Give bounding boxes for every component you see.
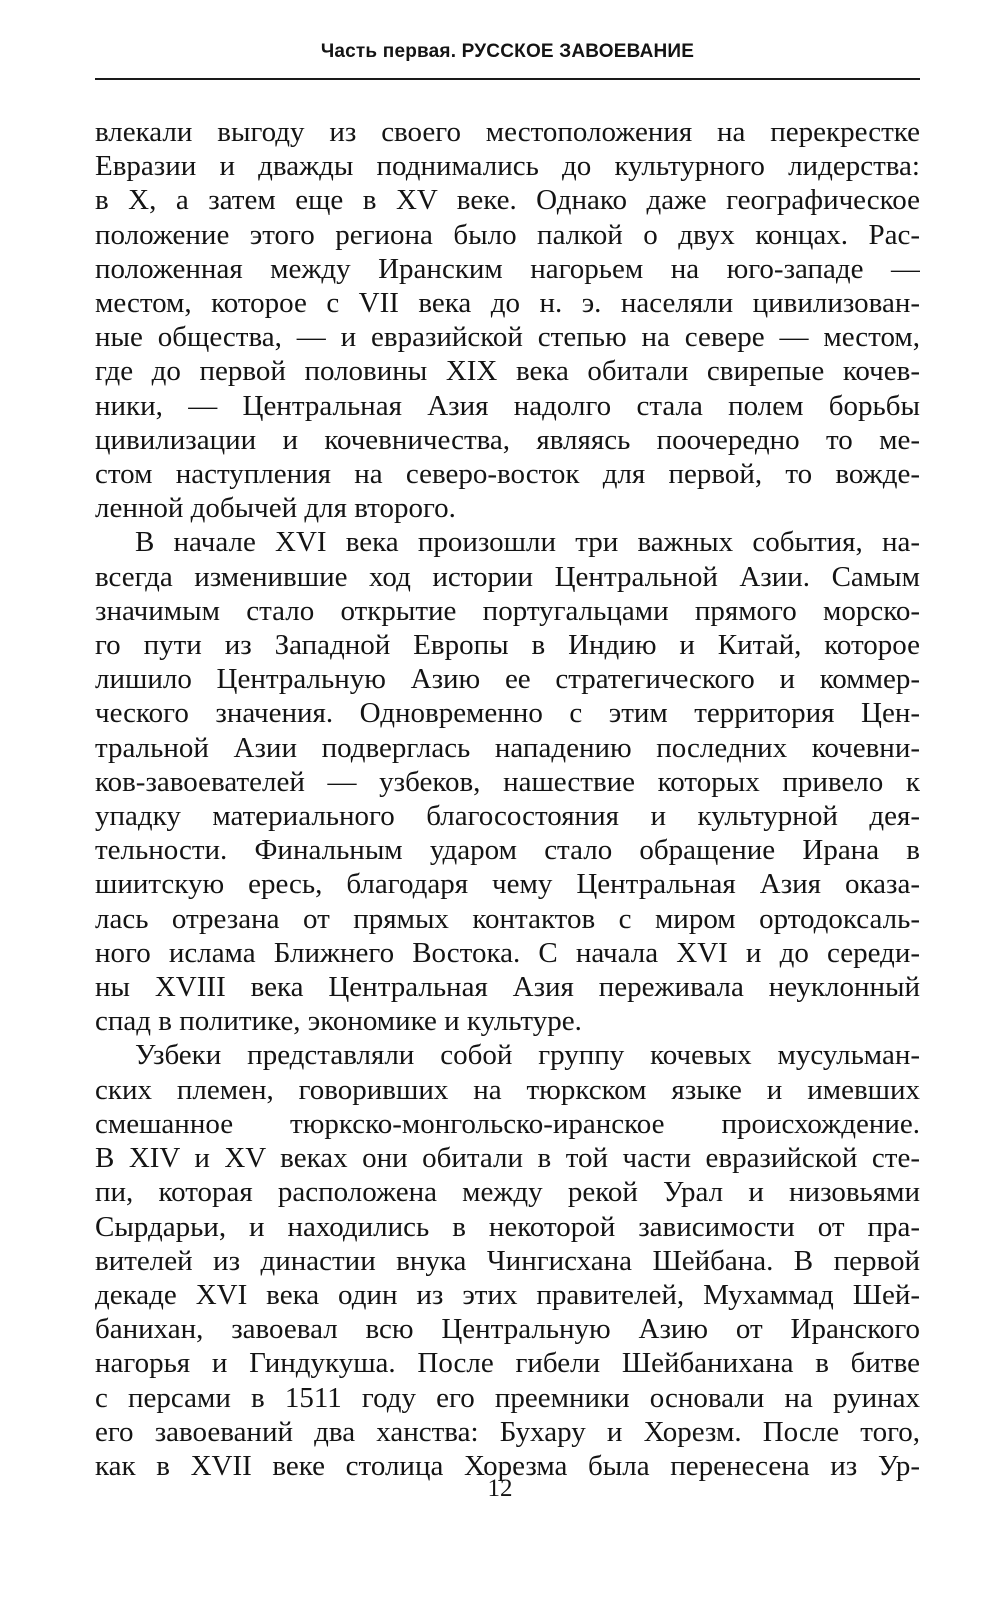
text-line: всегда изменившие ход истории Центральной Азии. Самым bbox=[95, 560, 920, 593]
running-head: Часть первая. РУССКОЕ ЗАВОЕВАНИЕ bbox=[320, 41, 695, 62]
text-line: лишило Центральную Азию ее стратегического и коммер- bbox=[95, 663, 920, 696]
text-line: банихан, завоевал всю Центральную Азию от Иранского bbox=[95, 1313, 920, 1346]
text-line: тральной Азии подверглась нападению последних кочевни- bbox=[95, 731, 920, 764]
text-line: лась отрезана от прямых контактов с миром ортодоксаль- bbox=[95, 902, 920, 935]
text-line: где до первой половины XIX века обитали свирепые кочев- bbox=[95, 355, 920, 388]
text-line: местом, которое с VII века до н. э. населяли цивилизован- bbox=[95, 287, 920, 320]
text-line: ских племен, говоривших на тюркском языке и имевших bbox=[95, 1073, 920, 1106]
text-line: В XIV и XV веках они обитали в той части евразийской сте- bbox=[95, 1142, 920, 1175]
text-line: В начале XVI века произошли три важных события, на- bbox=[135, 526, 920, 559]
text-line: ленной добычей для второго. bbox=[95, 492, 456, 525]
text-line: ческого значения. Одновременно с этим территория Цен- bbox=[95, 697, 920, 730]
header-rule bbox=[95, 78, 920, 80]
text-line: с персами в 1511 году его преемники основали на руинах bbox=[95, 1381, 920, 1414]
text-line: тельности. Финальным ударом стало обращение Ирана в bbox=[95, 834, 920, 867]
text-line: нагорья и Гиндукуша. После гибели Шейбанихана в битве bbox=[95, 1347, 920, 1380]
text-line: влекали выгоду из своего местоположения на перекрестке bbox=[95, 116, 920, 148]
text-line: пи, которая расположена между рекой Урал и низовьями bbox=[95, 1176, 920, 1209]
paragraph-3 bbox=[95, 1038, 920, 1483]
paragraph-2 bbox=[95, 525, 920, 1038]
text-line: вителей из династии внука Чингисхана Шейбана. В первой bbox=[95, 1244, 920, 1277]
text-line: значимым стало открытие португальцами прямого морско- bbox=[95, 594, 920, 627]
text-line: положение этого региона было палкой о двух концах. Рас- bbox=[95, 218, 920, 251]
text-line: в X, а затем еще в XV веке. Однако даже географическое bbox=[95, 184, 920, 217]
text-line: ков-завоевателей — узбеков, нашествие которых привело к bbox=[95, 765, 920, 798]
text-line: спад в политике, экономике и культуре. bbox=[95, 1005, 582, 1038]
text-line: го пути из Западной Европы в Индию и Китай, которое bbox=[95, 629, 920, 662]
text-line: шиитскую ересь, благодаря чему Центральная Азия оказа- bbox=[95, 868, 920, 901]
text-line: Евразии и дважды поднимались до культурного лидерства: bbox=[95, 150, 920, 183]
text-line: стом наступления на северо-восток для первой, то вожде- bbox=[95, 458, 920, 491]
text-line: положенная между Иранским нагорьем на юго-западе — bbox=[95, 252, 920, 285]
paragraph-1 bbox=[95, 115, 920, 525]
text-line: ные общества, — и евразийской степью на севере — местом, bbox=[95, 321, 920, 354]
body-text bbox=[95, 115, 920, 1483]
page-number: 12 bbox=[487, 1475, 513, 1502]
text-line: ны XVIII века Центральная Азия переживала неуклонный bbox=[95, 971, 920, 1004]
text-line: ного ислама Ближнего Востока. С начала XVI и до середи- bbox=[95, 936, 920, 969]
text-line: цивилизации и кочевничества, являясь поочередно то ме- bbox=[95, 423, 920, 456]
text-line: Сырдарьи, и находились в некоторой зависимости от пра- bbox=[95, 1210, 920, 1243]
text-line: декаде XVI века один из этих правителей, Мухаммад Шей- bbox=[95, 1278, 920, 1311]
text-line: Узбеки представляли собой группу кочевых мусульман- bbox=[135, 1039, 920, 1072]
text-line: смешанное тюркско-монгольско-иранское происхождение. bbox=[95, 1107, 920, 1140]
text-line: как в XVII веке столица Хорезма была перенесена из Ур- bbox=[95, 1449, 920, 1482]
text-line: его завоеваний два ханства: Бухару и Хорезм. После того, bbox=[95, 1415, 920, 1448]
text-line: ники, — Центральная Азия надолго стала полем борьбы bbox=[95, 389, 920, 422]
text-line: упадку материального благосостояния и культурной дея- bbox=[95, 800, 920, 833]
